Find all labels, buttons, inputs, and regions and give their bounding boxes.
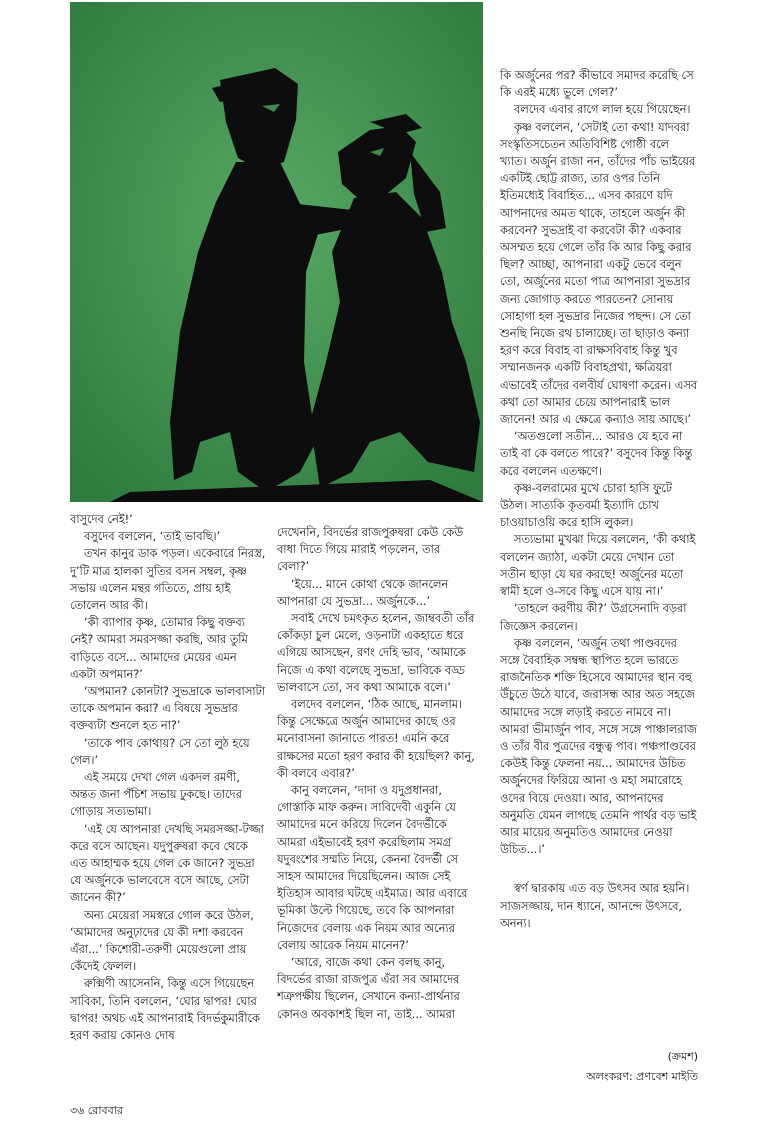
paragraph: বলদেব বললেন, ‘ঠিক আছে, মানলাম। কিন্তু সেক্ষেত্রে অর্জুন আমাদের কাছে ওর মনোবাসনা জানাতে পারত! এমনি করে রাক্ষসের মতো হরণ করার কী হয়েছিল? কানু, কী বলবে এবার?’ <box>277 698 475 780</box>
paragraph: দেখেননি, বিদর্ভের রাজপুরুষরা কেউ কেউ বাধা দিতে গিয়ে মারাই পড়লেন, তার বেলা?’ <box>277 526 463 574</box>
paragraph: সত্যভামা মুখঝা দিয়ে বললেন, ‘কী কথাই বললেন জ্যাঠা, একটা মেয়ে দেখান তো সতীন ছাড়া যে ঘর করছে! অর্জুনের মতো স্বামী হলে ও-সবে কিছু এসে যায় না।’ <box>500 533 696 599</box>
paragraph: বসুদেব বললেন, ‘তাই ভাবছি।’ <box>84 530 221 544</box>
paragraph: কানু বললেন, ‘দাদা ও যদুপ্রধানরা, গোস্তাকি মাফ করুন। সাবিদেবী একুনি যে আমাদের মনে করিয়ে দিলেন বৈদর্ভীকে আমরা এইভাবেই হরণ করেছিলাম সমগ্র যদুবংশের সম্মতি নিয়ে, কেননা বৈদর্ভী সে সাহস আমাদের দিয়েছিলেন। আজ সেই ইতিহাস আবার ঘটছে এইমাত্র। আর এবারে ভূমিকা উল্টে গিয়েছে, তবে কি আপনারা নিজেদের বেলায় এক নিয়ম আর অন্যের বেলায় আরেক নিয়ম মানেন?’ <box>277 784 468 952</box>
continued-label: (ক্রমশ) <box>667 1050 698 1063</box>
paragraph: তখন কানুর ডাক পড়ল। একেবারে নিরস্ত্র, দু’টি মাত্র হালকা সুতির বসন সম্বল, কৃষ্ণ সভায় এলেন মন্থর গতিতে, প্রায় হাই তোলেন আর কী। <box>70 547 266 613</box>
page-folio: ৩৬ রোববার <box>70 1104 123 1117</box>
paragraph: কৃষ্ণ বললেন, ‘অর্জুন তথা পাণ্ডবদের সঙ্গে বৈবাহিক সম্বন্ধ স্থাপিত হলে ভারতে রাজনৈতিক শক্তি হিসেবে আমাদের স্থান বহু উঁচুতে উঠে যাবে, জরাসন্ধ আর অত সহজে আমাদের সঙ্গে লড়াই করতে নামবে না। আমরা ভীমার্জুন পাব, সঙ্গে সঙ্গে পাঞ্চালরাজ ও তাঁর বীর পুত্রদের বন্ধুত্ব পাব। পঞ্চপাণ্ডবের কেউই কিন্তু ফেলনা নয়... আমাদের উচিত অর্জুনদের ফিরিয়ে আনা ও মহা সমারোহে ওদের বিয়ে দেওয়া। আর, আপনাদের অনুমতি যেমন লাগছে তেমনি পার্থর বড় ভাই আর মায়ের অনুমতিও আমাদের নেওয়া উচিত...।’ <box>500 636 697 857</box>
paragraph: এই সময়ে দেখা গেল একদল রমণী, অন্তত জনা পঁচিশ সভায় ঢুকছে। তাদের গোড়ায় সত্যভামা। <box>70 771 242 819</box>
text-column-1 <box>70 511 266 1044</box>
paragraph: সবাই দেখে চমৎকৃত হলেন, জাম্ববতী তাঁর কোঁকড়া চুল মেলে, ওড়নাটা একহাতে ধরে এগিয়ে আসছেন, রণং দেহি ভাব, ‘আমাকে নিজে এ কথা বলেছে সুভদ্রা, ভাবিকে বড্ড ভালবাসে তো, সব কথা আমাকে বলে।’ <box>277 612 475 694</box>
illustration <box>70 2 483 502</box>
paragraph: অন্য মেয়েরা সমস্বরে গোল করে উঠল, ‘আমাদের অনুঢ়াদের যে কী দশা করবেন এঁরা...’ কিশোরী-তরুণী মেয়েগুলো প্রায় কেঁদেই ফেলল। <box>70 908 254 974</box>
paragraph: ‘অপমান? কোনটা? সুভদ্রাকে ভালবাসাটা তাকে অপমান করা? এ বিষয়ে সুভদ্রার বক্তব্যটা শুনলে হত না?’ <box>70 685 265 733</box>
closing-paragraph: স্বর্ণ দ্বারকায় এত বড় উৎসব আর হয়নি। সাজসজ্জায়, দান ধ্যানে, আনন্দে উৎসবে, অনন্য। <box>500 882 690 930</box>
paragraph: কি অর্জুনের পর? কীভাবে সমাদর করেছি সে কি এরই মধ্যে ভুলে গেল?’ <box>500 69 694 100</box>
paragraph: ‘কী ব্যাপার কৃষ্ণ, তোমার কিছু বক্তব্য নেই? আমরা সমরসজ্জা করছি, আর তুমি বাড়িতে বসে... আমাদের মেয়ের এমন একটা অপমান?’ <box>70 616 248 681</box>
paragraph: ‘তাহলে করণীয় কী?’ উগ্রসেনাদি বড়রা জিজ্ঞেস করলেন। <box>500 602 687 633</box>
paragraph: ‘তাকে পাব কোথায়? সে তো লুঠ হয়ে গেল।’ <box>70 736 250 767</box>
paragraph: ‘এই যে আপনারা দেখছি সমরসজ্জা-টজ্জা করে বসে আছেন। যদুপুরুষরা কবে থেকে এত আহাম্মক হয়ে গেল কে জানে? সুভদ্রা যে অর্জুনকে ভালবেসে বসে আছে, সেটা জানেন কী?’ <box>70 822 264 905</box>
paragraph: ‘ইয়ে... মানে কোথা থেকে জানলেন আপনারা যে সুভদ্রা... অর্জুনকে...’ <box>277 577 449 608</box>
text-column-2 <box>277 524 475 1023</box>
paragraph: কৃষ্ণ বললেন, ‘সেটাই তো কথা! যাদবরা সংস্কৃতিসচেতন অতিবিশিষ্ট গোষ্ঠী বলে খ্যাত। অর্জুন রাজা নন, তাঁদের পাঁচ ভাইয়ের একটিই ছোট্ট রাজ্য, তার ওপর তিনি ইতিমধ্যেই বিবাহিত... এসব কারণে যদি আপনাদের অমত থাকে, তাহলে অর্জুন কী করবেন? সুভদ্রাই বা করবেটা কী? একবার অসম্মত হয়ে গেলে তাঁর কি আর কিছু করার ছিল? আচ্ছা, আপনারা একটু ভেবে বলুন তো, অর্জুনের মতো পাত্র আপনারা সুভদ্রার জন্য জোগাড় করতে পারতেন? সোনায় সোহাগা হল সুভদ্রার নিজের পছন্দ। সে তো শুনছি নিজে রথ চালাচ্ছে। তা ছাড়াও কন্যা হরণ করে বিবাহ বা রাক্ষসবিবাহ কিন্তু খুব সম্মানজনক একটি বিবাহপ্রথা, ক্ষত্রিয়রা এভাবেই তাঁদের বলবীর্য ঘোষণা করেন। এসব কথা তো আমার চেয়ে আপনারাই ভাল জানেন! আর এ ক্ষেত্রে কন্যাও সায় আছে।’ <box>500 120 698 427</box>
paragraph: বলদেব এবার রাগে লাল হয়ে গিয়েছেন। <box>514 103 691 117</box>
text-column-3 <box>500 67 698 932</box>
paragraph: বাসুদেব নেই!’ <box>70 513 133 526</box>
paragraph: ‘অতগুলো সতীন... আরও যে হবে না তাই বা কে বলতে পারে?’ বসুদেব কিন্তু কিন্তু করে বললেন এতক্ষণে। <box>500 430 693 478</box>
paragraph: রুক্মিণী আসেননি, কিন্তু এসে গিয়েছেন সাবিকা, তিনি বললেন, ‘ঘোর দ্বাপর! ঘোর দ্বাপর! অথচ এই আপনারাই বিদর্ভকুমারীকে হরণ করায় কোনও দোষ <box>70 977 260 1043</box>
paragraph: ‘আরে, বাজে কথা কেন বলছ কানু, বিদর্ভের রাজা রাজপুত্র এঁরা সব আমাদের শত্রুপক্ষীয় ছিলেন, সেখানে কন্যা-প্রার্থনার কোনও অবকাশই ছিল না, তাই... আমরা <box>277 956 460 1021</box>
paragraph: কৃষ্ণ-বলরামের মুখে চোরা হাসি ফুটে উঠল। সাত্যকি কৃতবর্মা ইত্যাদি চোখ চাওয়াচাওয়ি করে হাসি লুকল। <box>500 481 672 530</box>
illustration-credit: অলংকরণ: প্রণবেশ মাইতি <box>586 1070 698 1083</box>
silhouette-krishna-subhadra-illustration <box>70 2 483 502</box>
